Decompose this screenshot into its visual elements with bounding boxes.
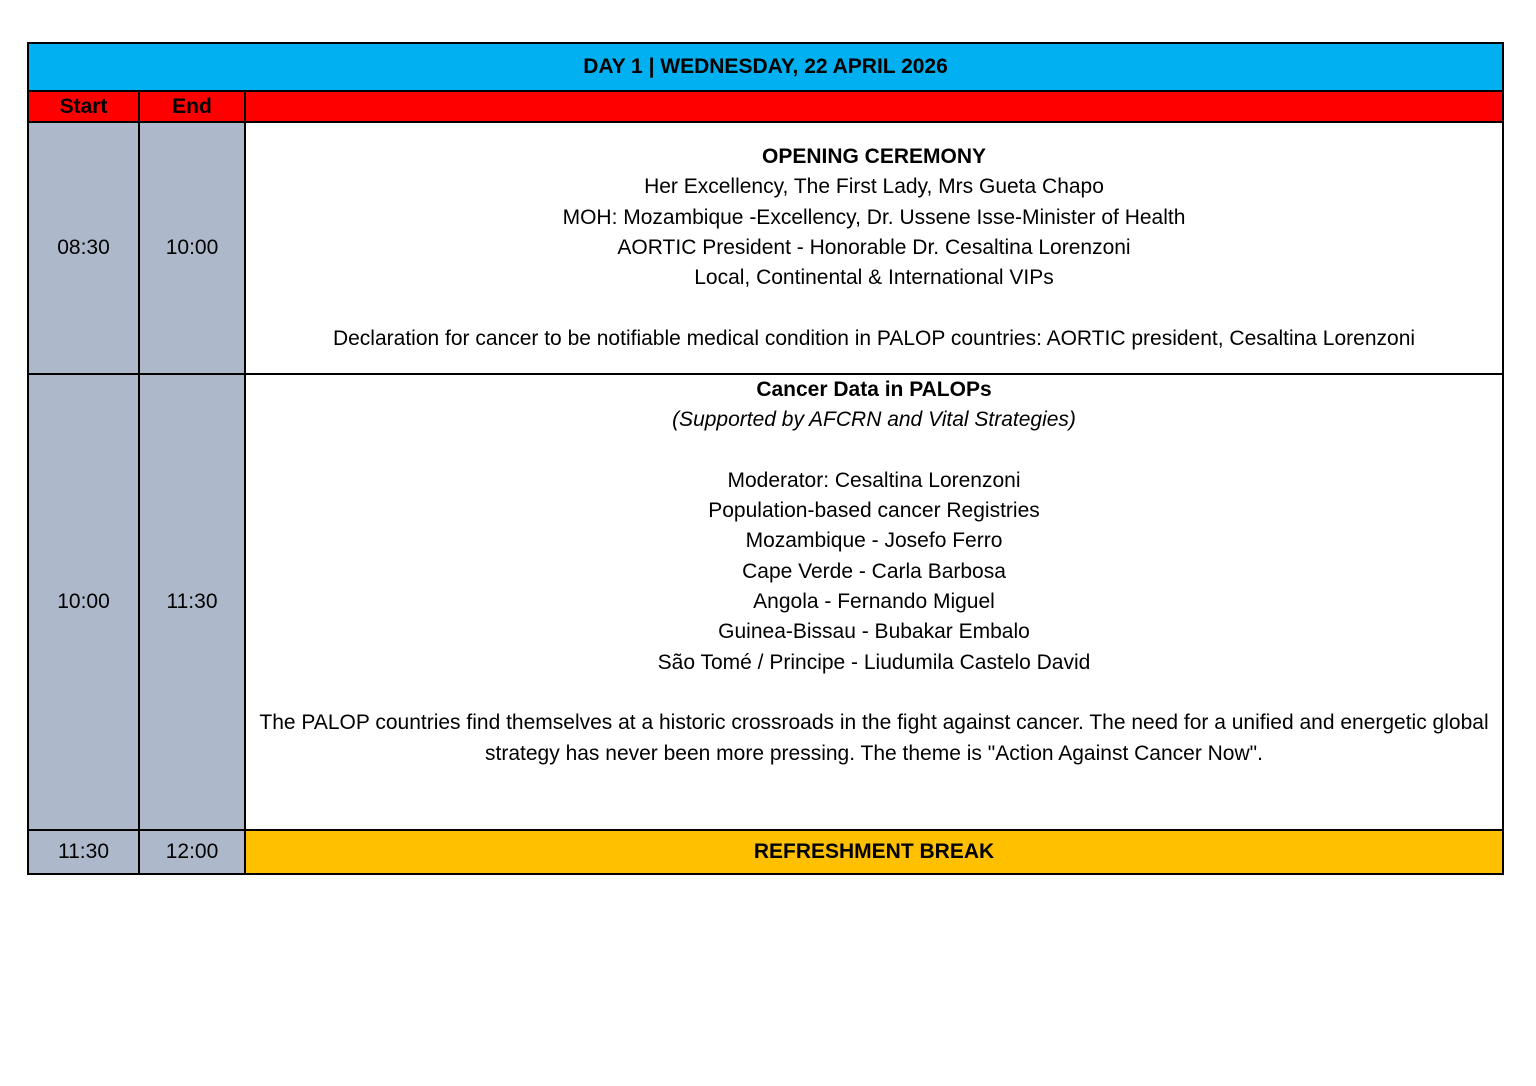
- session-details: [245, 122, 1503, 374]
- session-end-time: 12:00: [139, 830, 245, 874]
- session-title: OPENING CEREMONY: [761, 144, 987, 168]
- session-end-time: 10:00: [139, 122, 245, 374]
- speaker-line: São Tomé / Principe - Liudumila Castelo David: [657, 650, 1091, 674]
- speaker-line: MOH: Mozambique -Excellency, Dr. Ussene Isse-Minister of Health: [562, 205, 1186, 229]
- end-column-header: End: [139, 91, 245, 122]
- start-column-header: Start: [28, 91, 139, 122]
- day-header: DAY 1 | WEDNESDAY, 22 APRIL 2026: [28, 43, 1503, 91]
- session-column-header: [245, 91, 1503, 122]
- speaker-line: Angola - Fernando Miguel: [753, 590, 995, 614]
- table-row: [28, 122, 1503, 374]
- speaker-line: Mozambique - Josefo Ferro: [745, 529, 1003, 553]
- programme-table: [27, 42, 1504, 875]
- session-end-time: 11:30: [139, 374, 245, 830]
- spacer: [246, 678, 1502, 708]
- speaker-line: AORTIC President - Honorable Dr. Cesaltina Lorenzoni: [617, 235, 1131, 259]
- day-header-row: [28, 43, 1503, 91]
- session-start-time: 11:30: [28, 830, 139, 874]
- session-subtitle: (Supported by AFCRN and Vital Strategies): [672, 408, 1076, 432]
- speaker-line: Guinea-Bissau - Bubakar Embalo: [718, 620, 1030, 644]
- speaker-line: Population-based cancer Registries: [708, 499, 1040, 523]
- table-row: [28, 374, 1503, 830]
- session-description: The PALOP countries find themselves at a historic crossroads in the fight against cancer. The need for a unified and energetic global strategy has never been more pressing. The theme is "Action Against Cancer Now".: [259, 711, 1489, 765]
- session-start-time: 10:00: [28, 374, 139, 830]
- table-row: [28, 830, 1503, 874]
- session-start-time: 08:30: [28, 122, 139, 374]
- speaker-line: Cape Verde - Carla Barbosa: [742, 559, 1006, 583]
- session-details: [245, 374, 1503, 830]
- speaker-line: Moderator: Cesaltina Lorenzoni: [727, 468, 1021, 492]
- session-title: Cancer Data in PALOPs: [756, 378, 992, 401]
- declaration-text: Declaration for cancer to be notifiable medical condition in PALOP countries: AORTIC president, Cesaltina Lorenzoni: [332, 326, 1416, 350]
- column-header-row: [28, 91, 1503, 122]
- break-title: REFRESHMENT BREAK: [245, 830, 1503, 874]
- speaker-line: Local, Continental & International VIPs: [694, 266, 1054, 290]
- speaker-line: Her Excellency, The First Lady, Mrs Gueta Chapo: [644, 175, 1104, 199]
- spacer: [246, 436, 1502, 466]
- spacer: [246, 293, 1502, 323]
